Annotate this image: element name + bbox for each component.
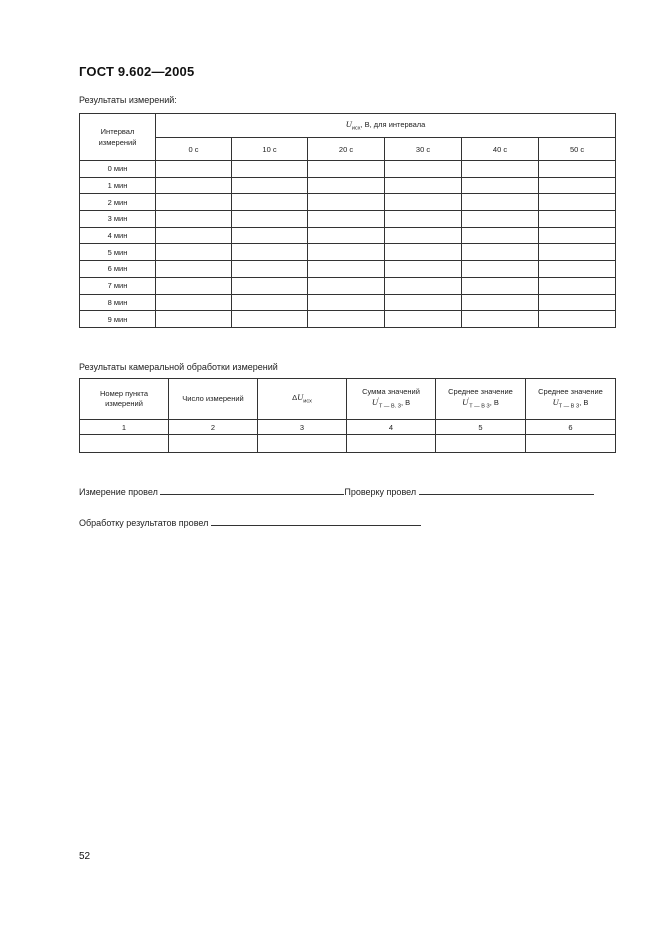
measurement-cell[interactable] (385, 311, 462, 328)
measurement-cell[interactable] (462, 177, 539, 194)
measurement-cell[interactable] (385, 194, 462, 211)
result-cell[interactable] (347, 435, 436, 453)
measurement-cell[interactable] (385, 177, 462, 194)
table-row (80, 227, 616, 244)
measurement-cell[interactable] (308, 211, 385, 228)
measurement-cell[interactable] (156, 311, 232, 328)
measurement-cell[interactable] (232, 227, 308, 244)
measurement-cell[interactable] (385, 294, 462, 311)
measurement-cell[interactable] (462, 227, 539, 244)
measurement-cell[interactable] (308, 261, 385, 278)
column-number: 4 (347, 420, 436, 435)
table-row (80, 177, 616, 194)
result-cell[interactable] (258, 435, 347, 453)
row-label: 1 мин (80, 177, 156, 194)
checked-by-label: Проверку провел (344, 487, 417, 497)
measurement-cell[interactable] (156, 177, 232, 194)
measurement-cell[interactable] (462, 261, 539, 278)
column-number: 3 (258, 420, 347, 435)
measurement-cell[interactable] (539, 311, 616, 328)
processing-table (79, 378, 616, 453)
measured-by-field[interactable] (160, 485, 344, 495)
measurements-caption: Результаты измерений: (79, 95, 177, 105)
measurement-cell[interactable] (308, 194, 385, 211)
processed-by-field[interactable] (211, 516, 421, 526)
measurement-cell[interactable] (156, 194, 232, 211)
measurements-table (79, 113, 616, 328)
time-column-header: 30 с (385, 138, 462, 161)
checked-by-field[interactable] (419, 485, 594, 495)
measurement-cell[interactable] (539, 194, 616, 211)
col-mean: Среднее значение $U_{Т — В З}$, В (526, 379, 616, 420)
table-row (80, 261, 616, 278)
measured-by-label: Измерение провел (79, 487, 158, 497)
measurement-cell[interactable] (385, 277, 462, 294)
measurement-cell[interactable] (539, 211, 616, 228)
measurement-cell[interactable] (539, 277, 616, 294)
table-row (80, 311, 616, 328)
table-row (80, 161, 616, 178)
measurement-cell[interactable] (232, 261, 308, 278)
measurement-cell[interactable] (232, 194, 308, 211)
col-count: Число измерений (169, 379, 258, 420)
time-column-header: 0 с (156, 138, 232, 161)
table-row (80, 244, 616, 261)
measurement-cell[interactable] (462, 311, 539, 328)
measurement-cell[interactable] (462, 211, 539, 228)
result-cell[interactable] (169, 435, 258, 453)
measurement-cell[interactable] (539, 244, 616, 261)
measurement-cell[interactable] (156, 277, 232, 294)
document-header: ГОСТ 9.602—2005 (79, 64, 195, 79)
column-number: 1 (80, 420, 169, 435)
measurement-cell[interactable] (462, 244, 539, 261)
row-label: 9 мин (80, 311, 156, 328)
measurement-cell[interactable] (539, 177, 616, 194)
measurement-cell[interactable] (308, 177, 385, 194)
measurement-cell[interactable] (156, 244, 232, 261)
interval-header: Интервал измерений (80, 114, 156, 161)
measurement-cell[interactable] (385, 227, 462, 244)
measurement-cell[interactable] (308, 311, 385, 328)
measurement-cell[interactable] (539, 227, 616, 244)
measurement-cell[interactable] (156, 227, 232, 244)
measurement-cell[interactable] (539, 261, 616, 278)
row-label: 5 мин (80, 244, 156, 261)
measurement-cell[interactable] (156, 294, 232, 311)
measurement-cell[interactable] (539, 294, 616, 311)
measurement-cell[interactable] (385, 261, 462, 278)
column-number: 5 (436, 420, 526, 435)
measurement-cell[interactable] (462, 277, 539, 294)
measurement-cell[interactable] (385, 244, 462, 261)
time-column-header: 10 с (232, 138, 308, 161)
table-row (80, 294, 616, 311)
page-number: 52 (79, 851, 91, 862)
processed-by-label: Обработку результатов провел (79, 518, 209, 528)
measurement-cell[interactable] (232, 244, 308, 261)
measurement-cell[interactable] (156, 211, 232, 228)
measurement-cell[interactable] (308, 227, 385, 244)
col-delta-u: $\Delta U_{исх}$ (258, 379, 347, 420)
signature-line-2 (79, 516, 421, 528)
signature-line-1 (79, 485, 594, 497)
column-number: 6 (526, 420, 616, 435)
measurement-cell[interactable] (308, 294, 385, 311)
row-label: 2 мин (80, 194, 156, 211)
table-row (80, 211, 616, 228)
measurement-cell[interactable] (232, 311, 308, 328)
result-cell[interactable] (80, 435, 169, 453)
measurement-cell[interactable] (385, 211, 462, 228)
measurement-cell[interactable] (308, 244, 385, 261)
row-label: 8 мин (80, 294, 156, 311)
time-column-header: 50 с (539, 138, 616, 161)
measurement-cell[interactable] (308, 277, 385, 294)
table-row (80, 194, 616, 211)
time-column-header: 20 с (308, 138, 385, 161)
row-label: 3 мин (80, 211, 156, 228)
table-row (80, 277, 616, 294)
measurement-cell[interactable] (156, 261, 232, 278)
measurement-cell[interactable] (156, 161, 232, 178)
col-sum: Сумма значений $U'_{Т — В. З}$, В (347, 379, 436, 420)
measurement-cell[interactable] (232, 161, 308, 178)
measurement-cell[interactable] (385, 161, 462, 178)
measurement-cell[interactable] (462, 161, 539, 178)
measurement-cell[interactable] (232, 294, 308, 311)
row-label: 6 мин (80, 261, 156, 278)
col-point-number: Номер пункта измерений (80, 379, 169, 420)
time-column-header: 40 с (462, 138, 539, 161)
column-number: 2 (169, 420, 258, 435)
row-label: 7 мин (80, 277, 156, 294)
measurement-cell[interactable] (232, 177, 308, 194)
voltage-header: $U_{исх}$, В, для интервала (156, 114, 616, 138)
row-label: 0 мин (80, 161, 156, 178)
result-cell[interactable] (526, 435, 616, 453)
measurement-cell[interactable] (232, 277, 308, 294)
measurement-cell[interactable] (462, 194, 539, 211)
result-cell[interactable] (436, 435, 526, 453)
measurement-cell[interactable] (232, 211, 308, 228)
measurement-cell[interactable] (308, 161, 385, 178)
row-label: 4 мин (80, 227, 156, 244)
measurement-cell[interactable] (539, 161, 616, 178)
processing-caption: Результаты камеральной обработки измерений (79, 362, 278, 372)
col-mean-prime: Среднее значение $U'_{Т — В З}$, В (436, 379, 526, 420)
measurement-cell[interactable] (462, 294, 539, 311)
